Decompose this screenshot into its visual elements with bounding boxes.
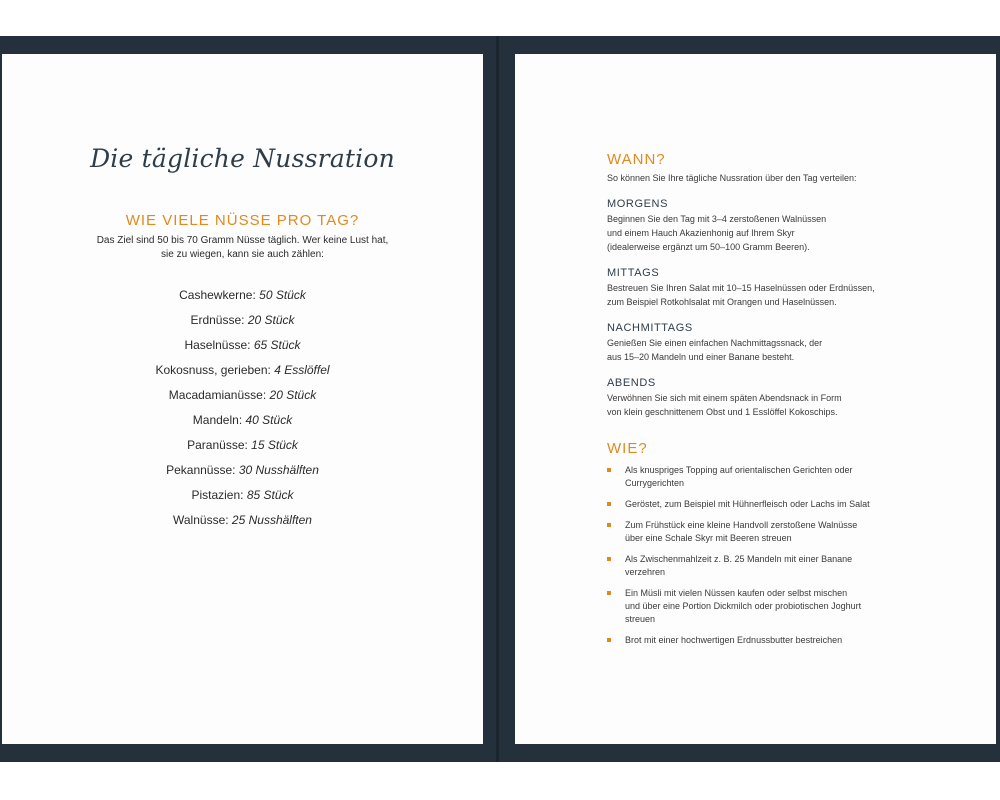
bullet-text: Ein Müsli mit vielen Nüssen kaufen oder selbst mischen und über eine Portion Dickmilch oder probiotischen Joghurt streuen [625,588,862,624]
bullet-square-icon [607,557,611,561]
nut-name: Walnüsse: [173,513,229,527]
nut-amount: 25 Nusshälften [231,513,312,527]
subheading-noon: MITTAGS [607,267,660,279]
nut-name: Paranüsse: [187,438,248,452]
nut-name: Erdnüsse: [190,313,245,327]
noon-text: Bestreuen Sie Ihren Salat mit 10–15 Haselnüssen oder Erdnüssen, zum Beispiel Rotkohlsalat mit Orangen und Haselnüssen. [607,283,875,307]
list-item [607,553,987,579]
page-title: Die tägliche Nussration [90,144,395,173]
bullet-text: Als knuspriges Topping auf orientalischen Gerichten oder Currygerichten [625,465,853,488]
list-item [2,487,483,512]
nut-name: Pistazien: [191,488,244,502]
nut-amount: 50 Stück [259,288,306,302]
afternoon-section [607,322,987,364]
noon-section [607,267,987,309]
subheading-morning: MORGENS [607,198,669,210]
list-item [2,312,483,337]
list-item [2,412,483,437]
nut-amount: 20 Stück [247,313,295,327]
list-item [607,634,987,647]
bullet-text: Geröstet, zum Beispiel mit Hühnerfleisch oder Lachs im Salat [625,499,870,509]
nut-amount: 20 Stück [269,388,317,402]
bullet-square-icon [607,502,611,506]
when-section [607,151,987,185]
subheading-afternoon: NACHMITTAGS [607,322,693,334]
bullet-text: Brot mit einer hochwertigen Erdnussbutter bestreichen [625,635,843,645]
bullet-square-icon [607,523,611,527]
nut-name: Mandeln: [192,413,243,427]
nut-name: Pekannüsse: [166,463,236,477]
subheading-evening: ABENDS [607,377,656,389]
section-heading-how-many: WIE VIELE NÜSSE PRO TAG? [125,212,360,229]
nut-name: Kokosnuss, gerieben: [155,363,271,377]
section-heading-how: WIE? [607,440,648,457]
list-item [2,337,483,362]
nut-name: Macadamianüsse: [168,388,267,402]
nut-name: Cashewkerne: [179,288,256,302]
bullet-square-icon [607,468,611,472]
intro-paragraph: Das Ziel sind 50 bis 70 Gramm Nüsse täglich. Wer keine Lust hat, sie zu wiegen, kann sie auch zählen: [96,235,389,260]
afternoon-text: Genießen Sie einen einfachen Nachmittagssnack, der aus 15–20 Mandeln und einer Banane besteht. [607,338,823,362]
nut-amount-list [2,287,483,537]
nut-amount: 4 Esslöffel [274,363,330,377]
evening-text: Verwöhnen Sie sich mit einem späten Abendsnack in Form von klein geschnittenem Obst und 1 Esslöffel Kokoschips. [607,393,842,417]
nut-amount: 65 Stück [253,338,301,352]
section-heading-when: WANN? [607,151,666,168]
bullet-square-icon [607,638,611,642]
list-item [2,287,483,312]
list-item [2,387,483,412]
how-section [607,440,987,457]
list-item [607,587,987,626]
bullet-square-icon [607,591,611,595]
list-item [607,464,987,490]
list-item [607,498,987,511]
left-page [2,54,483,744]
how-bullet-list [607,464,987,655]
evening-section [607,377,987,419]
morning-section [607,198,987,254]
list-item [2,437,483,462]
book-gutter [496,36,499,762]
morning-text: Beginnen Sie den Tag mit 3–4 zerstoßenen Walnüssen und einem Hauch Akazienhonig auf Ihrem Skyr (idealerweise ergänzt um 50–100 Gramm Beeren). [607,214,827,252]
nut-amount: 30 Nusshälften [238,463,319,477]
when-intro: So können Sie Ihre tägliche Nussration über den Tag verteilen: [607,173,857,183]
bullet-text: Zum Frühstück eine kleine Handvoll zerstoßene Walnüsse über eine Schale Skyr mit Beeren streuen [625,520,858,543]
intro-text [2,234,483,262]
nut-amount: 85 Stück [246,488,294,502]
bullet-text: Als Zwischenmahlzeit z. B. 25 Mandeln mit einer Banane verzehren [625,554,853,577]
list-item [2,512,483,537]
nut-amount: 40 Stück [245,413,293,427]
list-item [607,519,987,545]
nut-name: Haselnüsse: [184,338,251,352]
nut-amount: 15 Stück [251,438,298,452]
list-item [2,362,483,387]
list-item [2,462,483,487]
